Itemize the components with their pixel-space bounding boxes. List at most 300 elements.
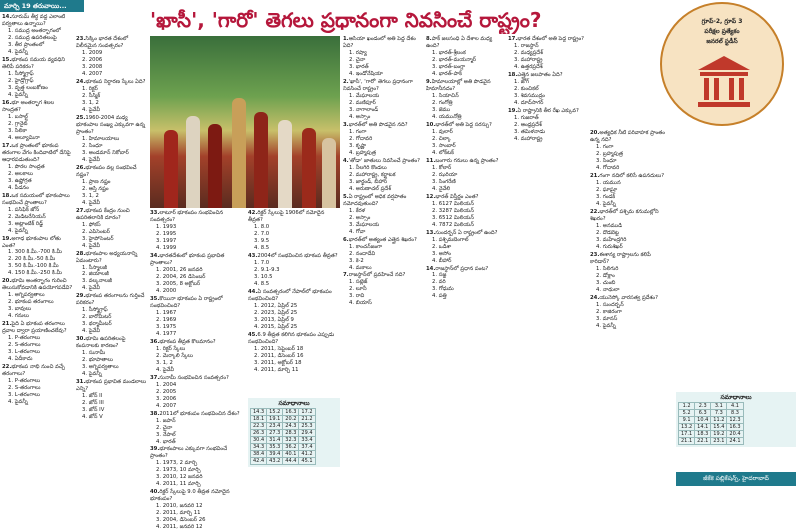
answer-option: 2. సింధూ xyxy=(82,142,103,149)
answer-cell: 25.3 xyxy=(299,423,315,430)
answer-option: 3. ఉష్ణోగ్రత xyxy=(8,177,32,184)
answer-option: 1. 1967 xyxy=(156,309,177,316)
answer-cell: 22.3 xyxy=(251,423,267,430)
series-badge xyxy=(660,2,784,126)
question-text: బంగారు గనులు ఉన్న ప్రాంతం? xyxy=(435,157,499,164)
answer-option: 1. 1973, 2 మార్చి xyxy=(156,460,198,467)
question-text: భూకంపాలు ఎక్కువగా సంభవించే ప్రాంతం? xyxy=(150,446,228,460)
question-item xyxy=(343,79,423,121)
question-number: 20. xyxy=(590,130,600,136)
answer-cell: 20.4 xyxy=(727,431,743,438)
question-item xyxy=(2,143,74,192)
question-text: భారత్‌లో అతి పొడవైన నది? xyxy=(348,121,408,128)
answer-option: 3. అట్లాంటిక్ రిడ్జ్ xyxy=(8,220,43,227)
answer-cell: 14.3 xyxy=(251,409,267,416)
question-number: 20. xyxy=(2,278,12,285)
answer-option: 2. 3287 మిలియన్ xyxy=(432,207,474,214)
answer-cell: 6.3 xyxy=(695,410,711,417)
answer-option: 1. జోన్ II xyxy=(82,393,103,400)
answer-cell: 2.3 xyxy=(695,403,711,410)
question-text: హిమాలయాల్లో అతి పొడవైన హిమానీనదం? xyxy=(426,78,491,92)
answer-option: 2. భూపాతాలు xyxy=(82,357,113,364)
question-item xyxy=(590,252,670,294)
answer-option: 2. హైడ్రోగ్రాఫ్ xyxy=(8,77,34,84)
answer-option: 1. పొరల సాంద్రత xyxy=(8,163,45,170)
answer-row xyxy=(251,430,316,437)
question-number: 28. xyxy=(76,250,86,257)
question-text: 6.9 తీవ్రత కలిగిన భూకంపం ఎప్పుడు సంభవించింది? xyxy=(248,331,335,345)
question-number: 16. xyxy=(2,99,12,106)
answer-option: 3. కె-2 xyxy=(349,257,364,264)
answer-option: 4. గురుశిఖర్ xyxy=(596,243,623,250)
answer-option: 2. బారోమీటర్ xyxy=(82,314,112,321)
question-number: 25. xyxy=(76,114,86,121)
question-column-7 xyxy=(508,36,588,144)
question-item xyxy=(343,36,423,78)
page-title: 'ఖాసీ', 'గారో' తెగలు ప్రధానంగా నివసించే రాష్ట్రం? xyxy=(150,8,542,32)
answer-option: 4. 8.5 xyxy=(254,244,270,251)
answer-option: 2. S-తరంగాలు xyxy=(8,385,41,392)
answer-option: 3. శివసముద్రం xyxy=(514,92,545,99)
question-text: సునామీ సంభవించిన సంవత్సరం? xyxy=(159,374,229,381)
question-item xyxy=(2,321,74,363)
answer-option: 2. మెడిటరేనియన్ xyxy=(8,213,46,220)
question-text: భూకంపం వల్ల సంభవించే నష్టం? xyxy=(76,164,137,178)
answer-option: 3. బావులు xyxy=(8,306,32,313)
answer-option: 3. 10.5 xyxy=(254,273,273,280)
answer-row xyxy=(251,458,316,465)
question-item xyxy=(590,209,670,251)
answer-option: 2. భారత్-మయన్మార్ xyxy=(432,56,476,63)
question-text: యునెస్కో వారసత్వ ప్రదేశం? xyxy=(599,294,658,301)
answer-option: 2. 2006 xyxy=(82,56,103,63)
answer-option: 1. హిమాలయాలు xyxy=(82,135,120,142)
answer-option: 1. సునామీ xyxy=(82,350,106,357)
question-number: 17. xyxy=(508,36,518,42)
answer-option: 3. గండక్ xyxy=(596,193,616,200)
question-item xyxy=(343,237,423,272)
answer-option: 4. ఏదీకాదు xyxy=(8,356,33,363)
answer-option: 2. గోదావరి xyxy=(349,135,373,142)
answer-option: 1. రిక్టర్ xyxy=(82,85,98,92)
answer-option: 4. 2000 xyxy=(156,287,177,294)
answer-cell: 39.4 xyxy=(267,451,283,458)
answer-option: 4. 1977 xyxy=(156,330,177,337)
answer-cell: 18.1 xyxy=(251,416,267,423)
answer-option: 1. వులార్ xyxy=(432,128,453,135)
answer-option: 2. 2011, మార్చి 11 xyxy=(156,510,201,517)
answer-option: 3. 9.5 xyxy=(254,237,270,244)
answer-option: 2. కుంచికల్ xyxy=(514,85,539,92)
answer-cell: 31.4 xyxy=(267,437,283,444)
answer-cell: 38.4 xyxy=(251,451,267,458)
question-text: భారత్ విస్తీర్ణం ఎంత? xyxy=(435,193,479,200)
question-number: 34. xyxy=(150,252,160,259)
answer-option: 1. 2011, సెప్టెంబర్ 18 xyxy=(254,345,304,352)
answer-option: 2. 9.1-9.3 xyxy=(254,266,280,273)
question-number: 19. xyxy=(508,107,518,114)
answer-option: 3. హైపోసెంటర్ xyxy=(82,235,114,242)
answer-option: 3. 2008 xyxy=(82,63,103,70)
question-text: పైది ఏ భూకంప తరంగాలు ద్రవాల ద్వారా ప్రయాణించలేవు? xyxy=(2,321,67,335)
answer-cell: 1.2 xyxy=(679,403,695,410)
question-item xyxy=(590,173,670,208)
answer-cell: 29.4 xyxy=(299,430,315,437)
answer-cell: 15.4 xyxy=(711,424,727,431)
answer-option: 1. అనముడి xyxy=(596,222,623,229)
answer-row xyxy=(679,431,744,438)
badge-line: గ్రూప్-2, గ్రూప్ 3 xyxy=(701,18,743,25)
answer-option: 4. 2011, 11 మార్చి xyxy=(156,481,201,488)
answer-option: 4. 1999 xyxy=(156,244,177,251)
question-number: 3. xyxy=(343,121,349,128)
answer-option: 1. 2010, జనవరి 12 xyxy=(156,503,203,510)
answer-option: 3. కృష్ణా xyxy=(349,142,367,149)
answer-option: 1. ఫోకస్ xyxy=(82,221,101,228)
question-text: భూమి అంతర్భాగం గురించి తెలుసుకోవడానికి ఉపయోగపడేవి? xyxy=(2,278,73,292)
answer-option: 1. 2004 xyxy=(156,381,177,388)
answer-cell: 41.2 xyxy=(299,451,315,458)
question-number: 18. xyxy=(508,71,518,78)
answer-option: 3. సింధూ xyxy=(596,157,617,164)
question-item xyxy=(76,36,148,78)
question-column-1 xyxy=(2,14,74,407)
answer-option: 1. సముద్ర అంతర్భాగంలో xyxy=(8,27,61,34)
answer-option: 1. సియాచిన్ xyxy=(432,92,459,99)
answer-option: 1. మేఘాలయ xyxy=(349,92,380,99)
answer-box-1 xyxy=(248,398,340,467)
question-number: 12. xyxy=(426,193,436,200)
answer-cell: 19.1 xyxy=(267,416,283,423)
question-text: భూకంప నిర్ధారణ స్కేలు ఏది? xyxy=(85,78,146,85)
question-item xyxy=(426,230,506,265)
answer-cell: 13.2 xyxy=(679,424,695,431)
answer-option: 1. సిలిగురి xyxy=(596,265,619,272)
answer-option: 1. 2001, 26 జనవరి xyxy=(156,266,203,273)
publisher-credit: జీకేకె పబ్లికేషన్స్, హైదరాబాద్ xyxy=(676,472,796,486)
answer-option: 3. మేఘాలయ xyxy=(349,221,380,228)
answer-option: 1. అగ్నిపర్వతాలు xyxy=(8,292,45,299)
answer-option: 3. నాగాలాండ్ xyxy=(349,106,379,113)
question-text: ఒక ప్రాంతంలో భూకంప తరంగాల వేగం కిందివాటిలో దేనిపై ఆధారపడుతుంది? xyxy=(2,142,71,163)
answer-option: 4. బియాస్ xyxy=(349,300,372,307)
answer-row xyxy=(251,451,316,458)
tribal-dance-photo xyxy=(150,36,340,208)
answer-option: 1. సీస్మాలజీ xyxy=(82,264,107,271)
answer-option: 3. వృత్త లంబకోణం xyxy=(8,84,48,91)
answer-option: 4. 2011, జనవరి 12 xyxy=(156,524,203,531)
question-item xyxy=(76,165,148,207)
answer-option: 1. జపాన్ xyxy=(156,417,176,424)
answer-option: 4. బ్రహ్మపుత్ర xyxy=(349,149,376,156)
answer-option: 4. 150 కి.మీ.-250 కి.మీ xyxy=(8,270,63,277)
question-item xyxy=(76,251,148,293)
question-item xyxy=(248,289,340,331)
question-text: 'ఖాసీ', 'గారో' తెగలు ప్రధానంగా నివసించే రాష్ట్రం? xyxy=(343,78,413,92)
answer-option: 3. జోన్ IV xyxy=(82,407,105,414)
answer-cell: 26.3 xyxy=(251,430,267,437)
answer-option: 3. 2005, 8 అక్టోబర్ xyxy=(156,280,201,287)
answer-cell: 4.1 xyxy=(727,403,743,410)
answer-cell: 33.4 xyxy=(299,437,315,444)
answer-option: 4. పైవేవీ xyxy=(82,285,101,292)
question-text: రిక్టర్ స్కేలుపై 9.0 తీవ్రత నమోదైన భూకంపం? xyxy=(150,489,230,503)
question-item xyxy=(426,158,506,193)
answer-cell: 21.1 xyxy=(679,438,695,445)
answer-option: 2. 2005 xyxy=(156,388,177,395)
question-item xyxy=(343,272,423,307)
question-text: భూకంప సమయ వ్యవధిని తెలిపే పరికరం? xyxy=(2,56,66,70)
question-text: భారత్‌లో పశ్చిమ కనుమల్లోని శిఖరం? xyxy=(590,208,659,222)
answer-option: 4. మహారాష్ట్ర xyxy=(514,135,543,142)
question-number: 18. xyxy=(2,192,12,199)
answer-cell: 28.3 xyxy=(283,430,299,437)
answer-option: 1. P-తరంగాలు xyxy=(8,335,41,342)
answer-row xyxy=(679,417,744,424)
answer-option: 3. 2010, 12 జనవరి xyxy=(156,474,203,481)
question-number: 5. xyxy=(343,193,349,200)
answer-cell: 30.4 xyxy=(251,437,267,444)
question-text: భూకంప ప్రభావిత మండలాలు ఎన్ని? xyxy=(76,379,147,393)
question-item xyxy=(76,379,148,421)
answer-option: 4. పత్తి xyxy=(432,293,447,300)
answer-option: 1. 300 కి.మీ.-700 కి.మీ xyxy=(8,249,63,256)
question-item xyxy=(426,266,506,301)
question-number: 15. xyxy=(2,56,12,63)
question-item xyxy=(248,210,340,252)
answer-option: 1. 6127 మిలియన్ xyxy=(432,200,474,207)
answer-cell: 36.2 xyxy=(283,444,299,451)
answer-option: 3. మహారాష్ట్ర xyxy=(514,56,543,63)
answer-cell: 40.1 xyxy=(283,451,299,458)
answer-option: 4. గనులు xyxy=(8,313,29,320)
question-number: 17. xyxy=(2,142,12,149)
question-text: భూకంప తీవ్రత కొలమానం? xyxy=(159,338,216,345)
question-item xyxy=(76,208,148,250)
question-item xyxy=(2,364,74,406)
answer-option: 3. అసోం xyxy=(432,250,451,257)
answer-option: 2. జియాలజీ xyxy=(82,271,109,278)
answer-option: 3. అగ్నిపర్వతాలు xyxy=(82,364,119,371)
answer-cell: 16.3 xyxy=(283,409,299,416)
question-text: ఏ రాష్ట్రానికి తీర రేఖ ఎక్కువ? xyxy=(517,107,579,114)
answer-option: 2. 1973, 10 మార్చి xyxy=(156,467,201,474)
answer-cell: 19.2 xyxy=(711,431,727,438)
question-text: భూమి ఉపరితలంపై కంపనాలకు కారణం? xyxy=(76,336,126,350)
answer-option: 3. 1975 xyxy=(156,323,177,330)
answer-option: 4. పైవేవీ xyxy=(156,366,175,373)
answer-cell: 17.1 xyxy=(679,431,695,438)
question-number: 14. xyxy=(2,14,12,20)
answer-row xyxy=(251,423,316,430)
answer-option: 1. సట్లెజ్ xyxy=(349,279,368,286)
answer-box-2 xyxy=(676,392,796,447)
question-text: కొయినా భూకంపం ఏ రాష్ట్రంలో సంభవించింది? xyxy=(150,295,223,309)
answer-cell: 20.2 xyxy=(283,416,299,423)
question-item xyxy=(150,253,245,295)
answer-cell: 23.4 xyxy=(267,423,283,430)
question-number: 9. xyxy=(426,78,432,85)
answer-option: 3. 2004, డిసెంబర్ 26 xyxy=(156,517,206,524)
question-text: 2011లో భూకంపం సంభవించిన దేశం? xyxy=(159,410,240,417)
question-item xyxy=(248,253,340,288)
question-text: 2004లో సంభవించిన భూకంప తీవ్రత? xyxy=(257,252,338,259)
answer-option: 2. వరి xyxy=(432,279,446,286)
answer-option: 1. P-తరంగాలు xyxy=(8,378,41,385)
answer-option: 3. మహేంద్రగిరి xyxy=(596,236,627,243)
answer-table-2 xyxy=(678,402,744,445)
answer-option: 2. మణిపూర్ xyxy=(349,99,376,106)
question-number: 38. xyxy=(150,410,160,417)
answer-cell: 45.1 xyxy=(299,458,315,465)
question-item xyxy=(150,411,245,446)
question-number: 22. xyxy=(590,208,600,215)
answer-option: 1. సీస్మోగ్రాఫ్ xyxy=(8,70,34,77)
answer-row xyxy=(251,444,316,451)
question-text: భూకంప కేంద్రం నుంచి ఉపరితలానికి దూరం? xyxy=(76,207,130,221)
question-item xyxy=(76,115,148,164)
answer-option: 4. మకాలు xyxy=(349,264,372,271)
answer-option: 4. పైవేవీ xyxy=(82,106,101,113)
answer-option: 4. పైవన్నీ xyxy=(8,399,28,406)
answer-cell: 5.2 xyxy=(679,410,695,417)
answer-option: 4. 2011, మార్చి 11 xyxy=(254,366,299,373)
answer-option: 2. ఝరియా xyxy=(432,171,458,178)
question-item xyxy=(590,295,670,330)
question-text: ఈశాన్య రాష్ట్రాలను కలిపే కారిడార్? xyxy=(590,251,651,265)
question-item xyxy=(150,489,245,531)
question-number: 29. xyxy=(76,293,86,300)
answer-option: 3. 2013, ఏప్రిల్ 9 xyxy=(254,316,294,323)
badge-line: జనరల్ స్టడీస్ xyxy=(706,38,738,45)
answer-option: 1. సీస్మోగ్రాఫ్ xyxy=(82,307,108,314)
answer-option: 1. రిక్టర్ స్కేలు xyxy=(156,345,186,352)
answer-option: 3. 2011, అక్టోబర్ 18 xyxy=(254,359,302,366)
answer-row xyxy=(251,416,316,423)
question-number: 44. xyxy=(248,288,258,295)
question-text: సూరుమ్ తీర్థ వద్ద ఎలాంటి పర్వతాలు ఉన్నాయి? xyxy=(2,14,66,27)
question-text: ఏ రాష్ట్రంలో అధిక వర్షపాతం నమోదవుతుంది? xyxy=(343,193,407,207)
answer-option: 1. యమున xyxy=(596,179,621,186)
answer-option: 2. సముద్ర ఉపరితలంపై xyxy=(8,34,57,41)
answer-cell: 15.2 xyxy=(267,409,283,416)
answer-cell: 37.4 xyxy=(299,444,315,451)
question-number: 45. xyxy=(248,331,258,338)
answer-option: 2. మెర్కాలి స్కేలు xyxy=(156,352,194,359)
answer-option: 2. S-తరంగాలు xyxy=(8,342,41,349)
answer-option: 4. 8.5 xyxy=(254,280,270,287)
answer-option: 2. అలకాలు xyxy=(8,170,33,177)
answer-option: 4. 2007 xyxy=(82,70,103,77)
question-number: 35. xyxy=(150,295,160,302)
answer-option: 3. నేపాల్ xyxy=(156,431,176,438)
answer-option: 1. 2012, ఏప్రిల్ 25 xyxy=(254,302,298,309)
question-number: 19. xyxy=(2,235,12,242)
answer-option: 2. 20 కి.మీ.-50 కి.మీ xyxy=(8,256,56,263)
question-text: అత్యధిక నీటి పరివాహక ప్రాంతం ఉన్న నది? xyxy=(590,130,665,143)
question-item xyxy=(2,236,74,278)
answer-option: 3. జార్ఖండ్, బీహార్ xyxy=(349,178,388,185)
answer-option: 2. చైనా xyxy=(349,56,366,63)
question-text: పాక్ జలసంధి ఏ దేశాల మధ్య ఉంది? xyxy=(426,36,493,49)
answer-cell: 9.1 xyxy=(679,417,695,424)
question-text: భూ అంతర్భాగ శిలల సాంద్రత? xyxy=(2,99,55,113)
question-number: 37. xyxy=(150,374,160,381)
answer-option: 4. పైవన్నీ xyxy=(82,371,102,378)
question-item xyxy=(426,79,506,121)
answer-option: 4. అస్సాం xyxy=(349,113,371,120)
question-item xyxy=(508,108,588,143)
answer-cell: 12.3 xyxy=(727,417,743,424)
answer-option: 3. L-తరంగాలు xyxy=(8,349,40,356)
answer-row xyxy=(679,438,744,445)
answer-option: 2. ఒడిశా xyxy=(432,243,452,250)
question-number: 14. xyxy=(426,265,436,272)
answer-row xyxy=(679,424,744,431)
question-text: భారతదేశంలో భూకంప ప్రభావిత ప్రాంతాలు? xyxy=(150,252,225,266)
question-number: 4. xyxy=(343,157,349,164)
answer-option: 3. 1, 2 xyxy=(82,192,99,199)
answer-option: 4. పైవన్నీ xyxy=(596,200,616,207)
question-column-6 xyxy=(426,36,506,301)
answer-option: 4. ఉత్తరప్రదేశ్ xyxy=(514,63,543,70)
answer-option: 4. జోన్ V xyxy=(82,414,103,421)
answer-option: 4. దూద్‌సాగర్ xyxy=(514,99,544,106)
question-number: 6. xyxy=(343,236,349,243)
answer-row xyxy=(679,410,744,417)
answer-option: 3. 1, 2 xyxy=(156,359,173,366)
question-text: రాజస్థాన్‌లో ప్రవహించే నది? xyxy=(348,272,406,279)
answer-option: 1. 2009 xyxy=(82,49,103,56)
answer-option: 2. 1995 xyxy=(156,230,177,237)
question-text: లాటూర్ భూకంపం సంభవించిన సంవత్సరం? xyxy=(150,210,224,223)
answer-option: 2. సీస్మిక్ xyxy=(82,92,101,99)
answer-option: 4. అల్యూమినా xyxy=(8,134,40,141)
answer-option: 3. సిలికా xyxy=(8,127,27,134)
answer-option: 1. జోగ్ xyxy=(514,78,530,85)
answer-cell: 16.3 xyxy=(727,424,743,431)
question-column-8 xyxy=(590,130,670,331)
answer-option: 2. లూనీ xyxy=(349,286,367,293)
answer-option: 4. పైవేవీ xyxy=(82,242,101,249)
question-text: భారత్‌లో అత్యంత ఎత్తైన శిఖరం? xyxy=(348,236,417,243)
answer-option: 4. 2015, ఏప్రిల్ 25 xyxy=(254,323,298,330)
answer-option: 2. మధ్యప్రదేశ్ xyxy=(514,49,543,56)
answer-cell: 35.3 xyxy=(267,444,283,451)
answer-option: 4. గోవా xyxy=(349,228,366,235)
answer-option: 4. ఇండోనేషియా xyxy=(349,70,383,77)
question-text: ఆసియా ఖండంలో అతి పెద్ద దేశం ఏది? xyxy=(343,36,416,49)
question-item xyxy=(343,122,423,157)
answer-option: 1. కేరళ xyxy=(349,207,366,214)
answer-option: 1. రష్యా xyxy=(349,49,367,56)
answer-option: 2. 1969 xyxy=(156,316,177,323)
answer-option: 2. నందాదేవి xyxy=(349,250,376,257)
answer-option: 1. 8.0 xyxy=(254,223,270,230)
answer-option: 3. వల్కనాలజీ xyxy=(82,278,112,285)
answer-option: 4. పైవన్నీ xyxy=(8,227,28,234)
question-item xyxy=(248,332,340,374)
question-number: 23. xyxy=(76,36,86,42)
answer-option: 4. పైవేవీ xyxy=(82,328,101,335)
answer-cell: 14.1 xyxy=(695,424,711,431)
answer-option: 1. భారత్-శ్రీలంక xyxy=(432,49,466,56)
answer-option: 4. పీడనం xyxy=(8,184,29,191)
answer-option: 4. 7872 మిలియన్ xyxy=(432,221,474,228)
answer-cell: 21.2 xyxy=(299,416,315,423)
answer-option: 1. పశ్చిమబెంగాల్ xyxy=(432,236,469,243)
question-item xyxy=(76,79,148,114)
